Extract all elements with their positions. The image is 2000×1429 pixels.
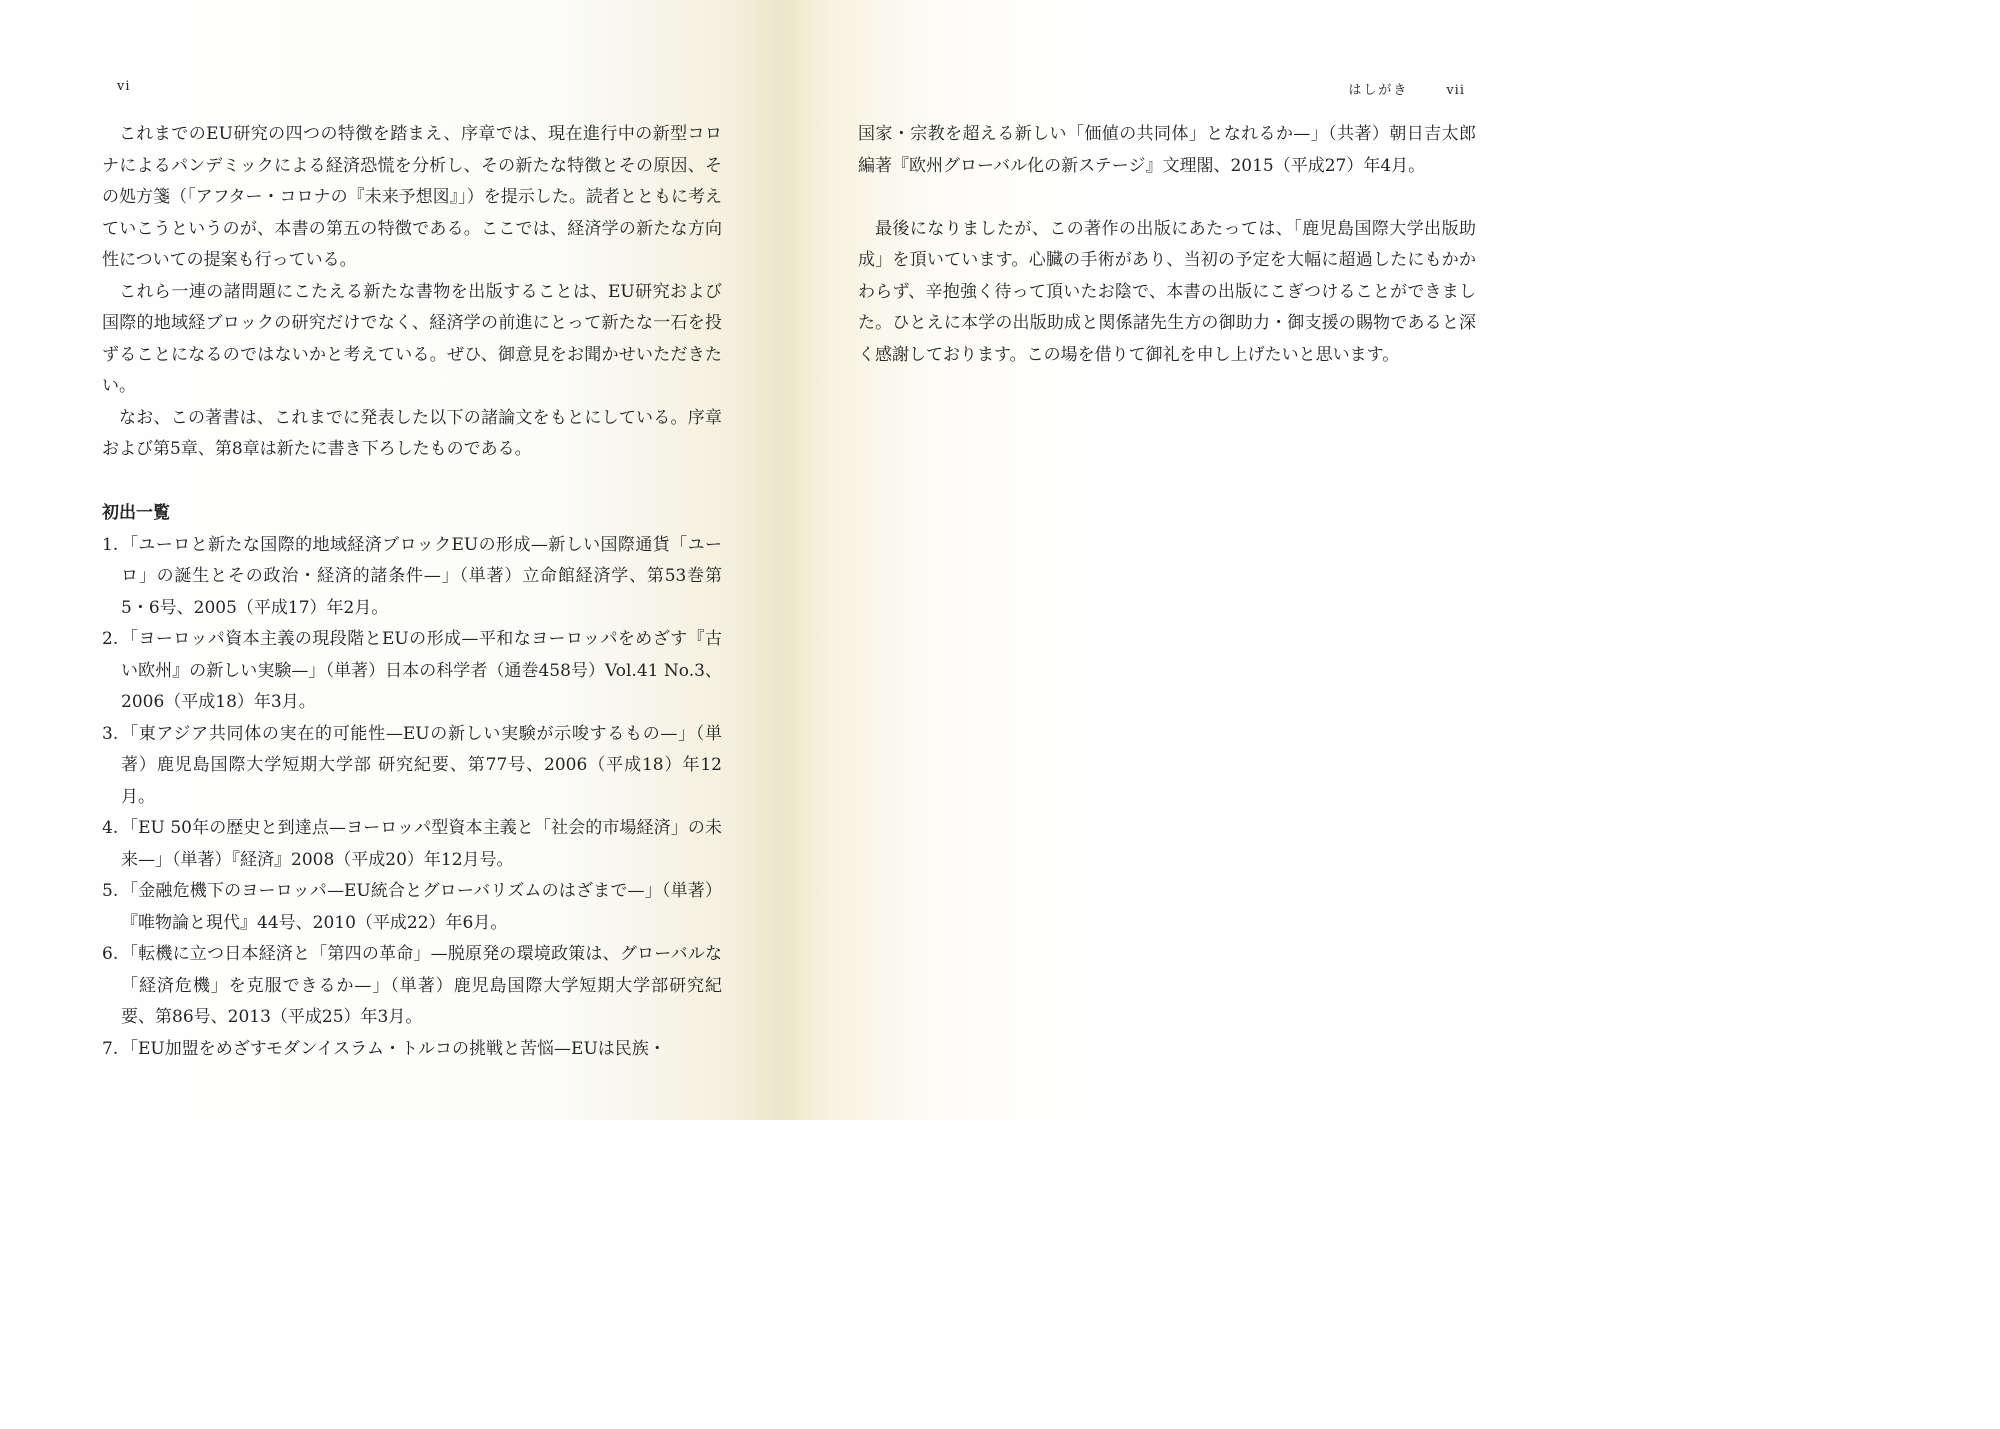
list-item-text: 「ヨーロッパ資本主義の現段階とEUの形成—平和なヨーロッパをめざす『古い欧州』の新しい実験—」（単著）日本の科学者（通巻458号）Vol.41 No.3、2006（平成18）年3月。 bbox=[121, 629, 722, 712]
list-item-number: 4. bbox=[102, 818, 119, 838]
list-item bbox=[102, 876, 722, 939]
list-item-text: 「EU加盟をめざすモダンイスラム・トルコの挑戦と苦悩—EUは民族・ bbox=[121, 1038, 666, 1059]
list-item-text: 「EU 50年の歴史と到達点—ヨーロッパ型資本主義と「社会的市場経済」の未来—」（単著）『経済』2008（平成20）年12月号。 bbox=[121, 818, 722, 870]
list-item-number: 1. bbox=[102, 534, 119, 555]
page-number-right: vii bbox=[1446, 83, 1465, 98]
list-item-text: 「金融危機下のヨーロッパ—EU統合とグローバリズムのはざまで—」（単著）『唯物論と現代』44号、2010（平成22）年6月。 bbox=[121, 881, 722, 933]
list-item bbox=[102, 530, 722, 625]
list-item bbox=[102, 1034, 722, 1066]
list-item-number: 2. bbox=[102, 629, 119, 649]
preface-body-right bbox=[858, 119, 1476, 371]
list-item bbox=[102, 939, 722, 1034]
paragraph: なお、この著書は、これまでに発表した以下の諸論文をもとにしている。序章および第5章、第8章は新たに書き下ろしたものである。 bbox=[102, 407, 722, 459]
paragraph: これら一連の諸問題にこたえる新たな書物を出版することは、EU研究および国際的地域経ブロックの研究だけでなく、経済学の前進にとって新たな一石を投ずることになるのではないかと考えている。ぜひ、御意見をお聞かせいただきたい。 bbox=[102, 281, 722, 396]
paragraph: 最後になりましたが、この著作の出版にあたっては、「鹿児島国際大学出版助成」を頂いています。心臓の手術があり、当初の予定を大幅に超過したにもかかわらず、辛抱強く待って頂いたお陰で、本書の出版にこぎつけることができました。ひとえに本学の出版助成と関係諸先生方の御助力・御支援の賜物であると深く感謝しております。この場を借りて御礼を申し上げたいと思います。 bbox=[858, 218, 1476, 365]
paragraph: これまでのEU研究の四つの特徴を踏まえ、序章では、現在進行中の新型コロナによるパンデミックによる経済恐慌を分析し、その新たな特徴とその原因、その処方箋（「アフター・コロナの『未来予想図』」）を提示した。読者とともに考えていこうというのが、本書の第五の特徴である。ここでは、経済学の新たな方向性についての提案も行っている。 bbox=[102, 124, 722, 270]
paragraph-gap bbox=[858, 182, 1476, 214]
list-item-text: 「転機に立つ日本経済と「第四の革命」—脱原発の環境政策は、グローバルな「経済危機」を克服できるか—」（単著）鹿児島国際大学短期大学部研究紀要、第86号、2013（平成25）年3月。 bbox=[121, 944, 722, 1027]
running-head-right bbox=[1348, 79, 1465, 98]
page-number-left: vi bbox=[117, 79, 131, 94]
list-item-continuation: 国家・宗教を超える新しい「価値の共同体」となれるか—」（共著）朝日吉太郎編著『欧州グローバル化の新ステージ』文理閣、2015（平成27）年4月。 bbox=[858, 124, 1476, 176]
list-item-number: 6. bbox=[102, 944, 119, 964]
list-item bbox=[102, 624, 722, 719]
running-head-title: はしがき bbox=[1348, 83, 1409, 98]
list-item bbox=[102, 813, 722, 876]
list-item-number: 7. bbox=[102, 1038, 119, 1059]
list-title: 初出一覧 bbox=[102, 503, 170, 523]
list-item-number: 5. bbox=[102, 881, 119, 901]
first-publication-list bbox=[102, 498, 722, 1065]
list-item bbox=[102, 719, 722, 814]
list-item-text: 「ユーロと新たな国際的地域経済ブロックEUの形成—新しい国際通貨「ユーロ」の誕生とその政治・経済的諸条件—」（単著）立命館経済学、第53巻第5・6号、2005（平成17）年2月。 bbox=[121, 534, 722, 618]
list-item-number: 3. bbox=[102, 723, 119, 744]
preface-body-left bbox=[102, 119, 722, 466]
list-item-text: 「東アジア共同体の実在的可能性—EUの新しい実験が示唆するもの—」（単著）鹿児島国際大学短期大学部 研究紀要、第77号、2006（平成18）年12月。 bbox=[121, 723, 722, 807]
